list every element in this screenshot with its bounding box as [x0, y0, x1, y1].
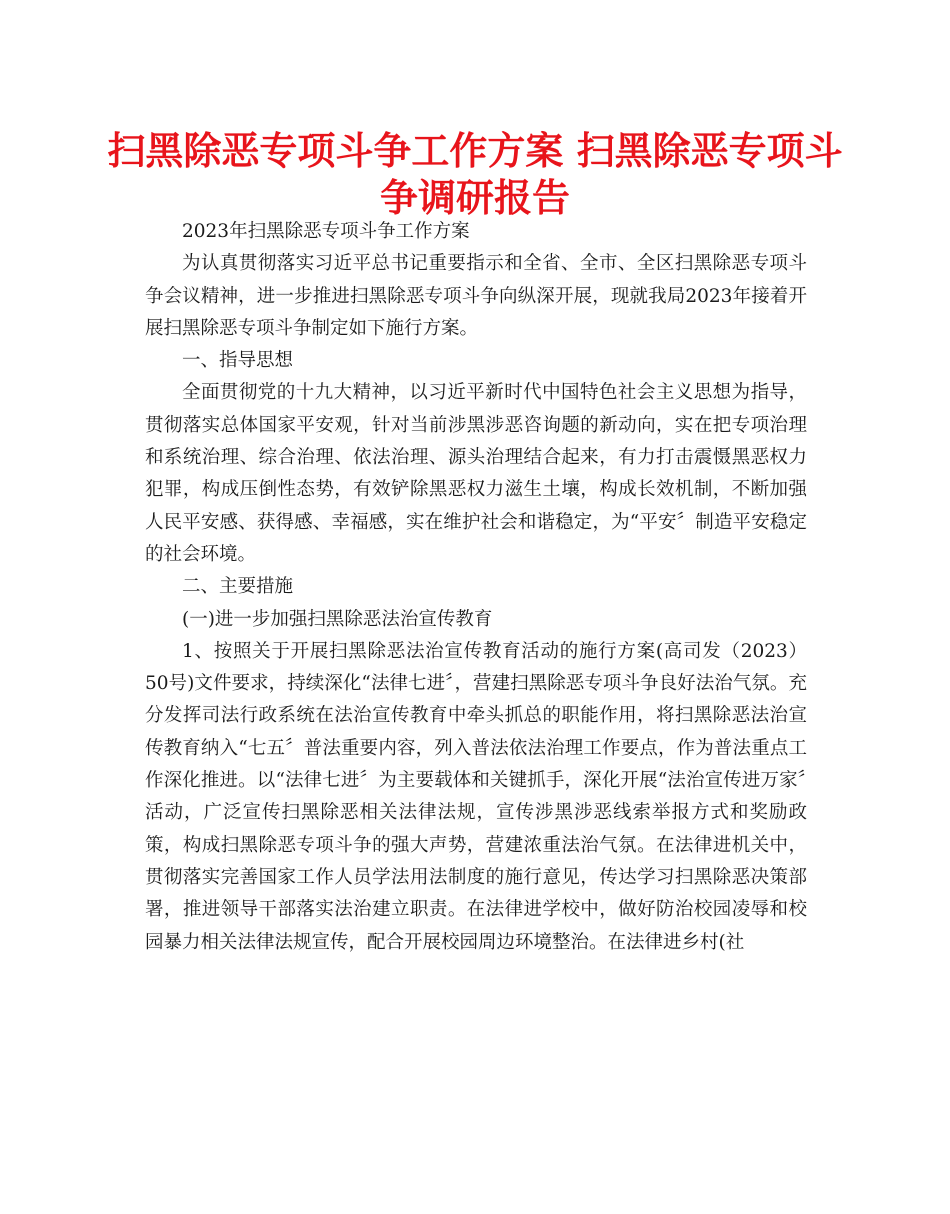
plan-subtitle: 2023年扫黑除恶专项斗争工作方案 — [182, 221, 470, 242]
intro-paragraph: 为认真贯彻落实习近平总书记重要指示和全省、全市、全区扫黑除恶专项斗争会议精神，进一步推进扫黑除恶专项斗争向纵深开展，现就我局2023年接着开展扫黑除恶专项斗争制定如下施行方案。 — [145, 253, 807, 339]
guiding-thought-paragraph: 全面贯彻党的十九大精神，以习近平新时代中国特色社会主义思想为指导，贯彻落实总体国家平安观，针对当前涉黑涉恶咨询题的新动向，实在把专项治理和系统治理、综合治理、依法治理、源头治理结合起来，有力打击震慑黑恶权力犯罪，构成压倒性态势，有效铲除黑恶权力滋生土壤，构成长效机制，不断加强人民平安感、获得感、幸福感，实在维护社会和谐稳定，为“平安〞制造平安稳定的社会环境。 — [145, 382, 807, 565]
section-heading-guiding-thought: 一、指导思想 — [182, 350, 294, 372]
subsection-heading-legal-education: (一)进一步加强扫黑除恶法治宣传教育 — [182, 608, 493, 630]
document-title: 扫黑除恶专项斗争工作方案 扫黑除恶专项斗争调研报告 — [107, 129, 843, 220]
section-heading-main-measures: 二、主要措施 — [182, 576, 294, 598]
measure-1-paragraph: 1、按照关于开展扫黑除恶法治宣传教育活动的施行方案(高司发（2023）50号)文件要求，持续深化“法律七进〞，营建扫黑除恶专项斗争良好法治气氛。充分发挥司法行政系统在法治宣传教育中牵头抓总的职能作用，将扫黑除恶法治宣传教育纳入“七五〞普法重要内容，列入普法依法治理工作要点，作为普法重点工作深化推进。以“法律七进〞为主要载体和关键抓手，深化开展“法治宣传进万家〞活动，广泛宣传扫黑除恶相关法律法规，宣传涉黑涉恶线索举报方式和奖励政策，构成扫黑除恶专项斗争的强大声势，营建浓重法治气氛。在法律进机关中，贯彻落实完善国家工作人员学法用法制度的施行意见，传达学习扫黑除恶决策部署，推进领导干部落实法治建立职责。在法律进学校中，做好防治校园凌辱和校园暴力相关法律法规宣传，配合开展校园周边环境整治。在法律进乡村(社 — [145, 640, 807, 953]
document-body — [145, 216, 807, 959]
